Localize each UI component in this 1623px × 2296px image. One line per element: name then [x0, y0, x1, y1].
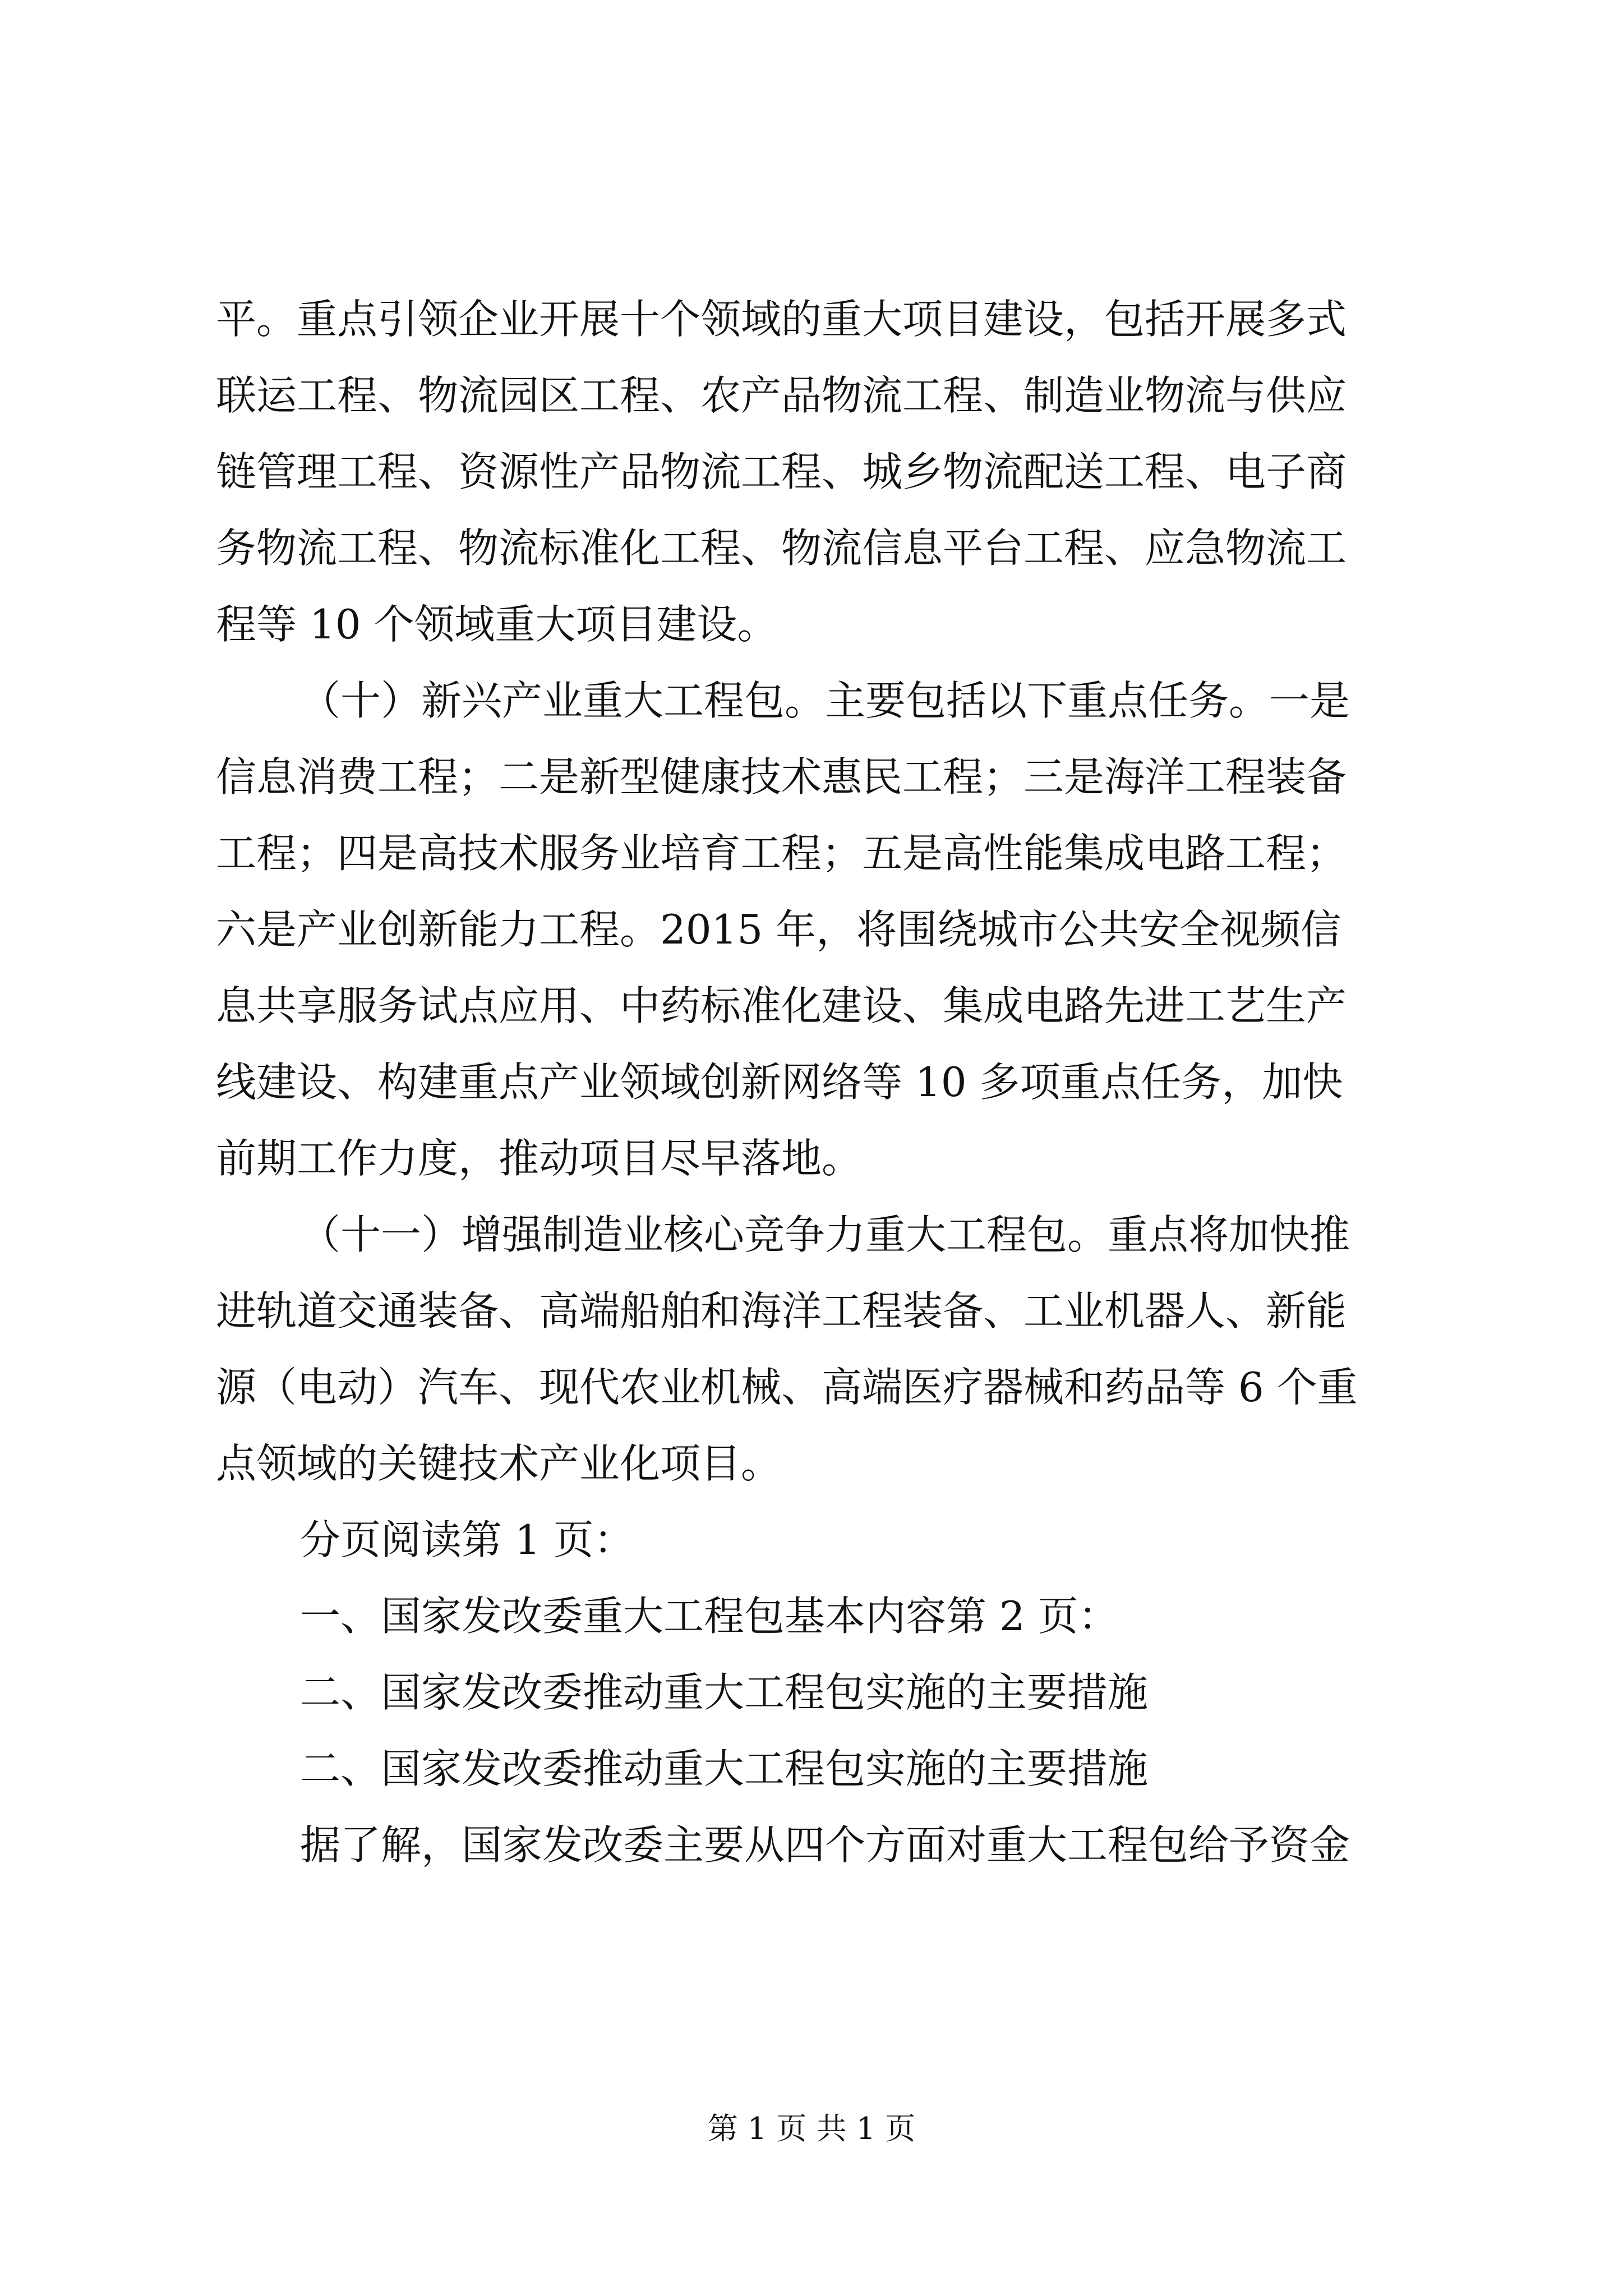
page-footer: 第 1 页 共 1 页: [707, 2111, 916, 2146]
text-line: 信息消费工程；二是新型健康技术惠民工程；三是海洋工程装备: [216, 753, 1347, 800]
text-line: 源（电动）汽车、现代农业机械、高端医疗器械和药品等 6 个重: [216, 1364, 1358, 1411]
text-line: 前期工作力度，推动项目尽早落地。: [216, 1135, 863, 1182]
text-line: 联运工程、物流园区工程、农产品物流工程、制造业物流与供应: [216, 372, 1347, 419]
text-line: 工程；四是高技术服务业培育工程；五是高性能集成电路工程；: [216, 830, 1347, 877]
text-line: 平。重点引领企业开展十个领域的重大项目建设，包括开展多式: [216, 296, 1347, 343]
text-line: 程等 10 个领域重大项目建设。: [216, 601, 778, 648]
paragraph-heading: （十）新兴产业重大工程包。主要包括以下重点任务。一是: [300, 677, 1350, 724]
section-heading: 二、国家发改委推动重大工程包实施的主要措施: [300, 1669, 1149, 1716]
paragraph-heading: （十一）增强制造业核心竞争力重大工程包。重点将加快推: [300, 1211, 1350, 1258]
text-line: 息共享服务试点应用、中药标准化建设、集成电路先进工艺生产: [216, 982, 1347, 1029]
page-nav-text: 一、国家发改委重大工程包基本内容第 2 页：: [300, 1593, 1119, 1640]
text-line: 点领域的关键技术产业化项目。: [216, 1440, 782, 1487]
text-line: 进轨道交通装备、高端船舶和海洋工程装备、工业机器人、新能: [216, 1287, 1347, 1335]
page-nav-text: 分页阅读第 1 页：: [300, 1516, 634, 1563]
section-heading: 二、国家发改委推动重大工程包实施的主要措施: [300, 1745, 1149, 1792]
text-line: 线建设、构建重点产业领域创新网络等 10 多项重点任务，加快: [216, 1059, 1343, 1106]
text-line: 链管理工程、资源性产品物流工程、城乡物流配送工程、电子商: [216, 448, 1347, 495]
text-line: 据了解，国家发改委主要从四个方面对重大工程包给予资金: [300, 1821, 1350, 1869]
text-line: 务物流工程、物流标准化工程、物流信息平台工程、应急物流工: [216, 524, 1347, 572]
text-line: 六是产业创新能力工程。2015 年，将围绕城市公共安全视频信: [216, 906, 1341, 953]
